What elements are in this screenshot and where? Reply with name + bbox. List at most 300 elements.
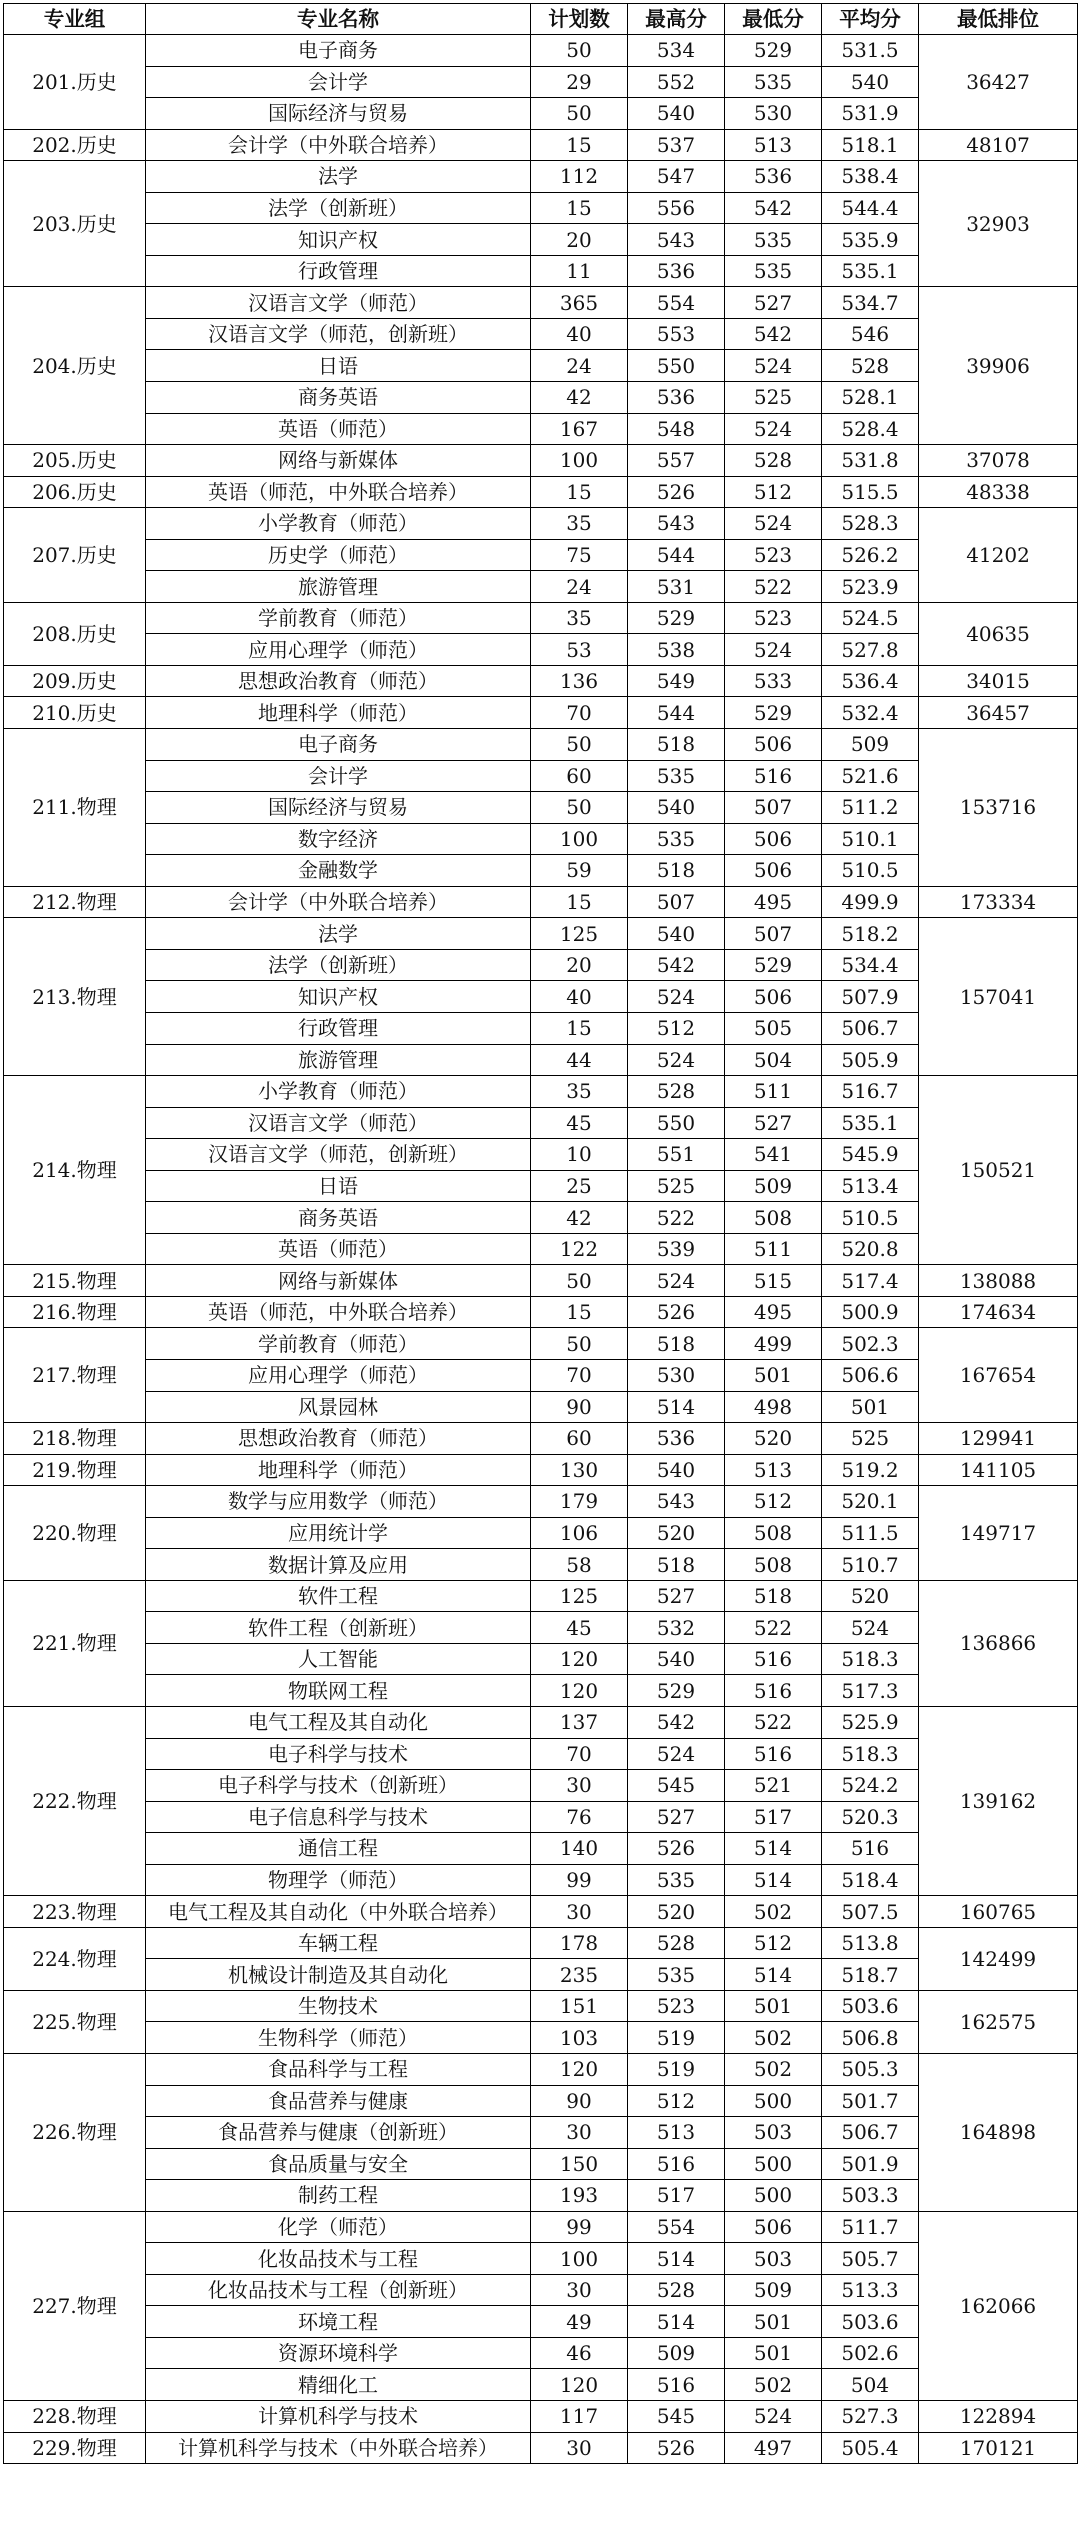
plan-count-cell: 235 — [531, 1959, 628, 1991]
table-row — [4, 665, 1078, 697]
group-cell: 217.物理 — [4, 1328, 146, 1423]
major-name-cell: 商务英语 — [146, 382, 531, 414]
avg-score-cell: 523.9 — [822, 571, 919, 603]
major-name-cell: 知识产权 — [146, 224, 531, 256]
group-cell: 227.物理 — [4, 2211, 146, 2400]
table-row — [4, 1675, 1078, 1707]
max-score-cell: 520 — [628, 1517, 725, 1549]
max-score-cell: 535 — [628, 1864, 725, 1896]
min-score-cell: 535 — [725, 224, 822, 256]
major-name-cell: 化妆品技术与工程 — [146, 2243, 531, 2275]
plan-count-cell: 120 — [531, 1643, 628, 1675]
max-score-cell: 547 — [628, 161, 725, 193]
plan-count-cell: 75 — [531, 539, 628, 571]
plan-count-cell: 150 — [531, 2148, 628, 2180]
min-score-cell: 520 — [725, 1423, 822, 1455]
avg-score-cell: 505.7 — [822, 2243, 919, 2275]
table-row — [4, 981, 1078, 1013]
major-name-cell: 行政管理 — [146, 255, 531, 287]
plan-count-cell: 40 — [531, 981, 628, 1013]
avg-score-cell: 501.7 — [822, 2085, 919, 2117]
max-score-cell: 512 — [628, 2085, 725, 2117]
min-rank-cell: 122894 — [919, 2401, 1078, 2433]
min-score-cell: 521 — [725, 1770, 822, 1802]
table-row — [4, 1549, 1078, 1581]
min-score-cell: 501 — [725, 2306, 822, 2338]
min-score-cell: 523 — [725, 602, 822, 634]
plan-count-cell: 117 — [531, 2401, 628, 2433]
admission-table-container — [3, 3, 1077, 2464]
avg-score-cell: 524.5 — [822, 602, 919, 634]
major-name-cell: 法学 — [146, 918, 531, 950]
header-max-score: 最高分 — [628, 4, 725, 35]
major-name-cell: 金融数学 — [146, 855, 531, 887]
min-score-cell: 513 — [725, 1454, 822, 1486]
table-row — [4, 1202, 1078, 1234]
table-row — [4, 2369, 1078, 2401]
min-rank-cell: 41202 — [919, 508, 1078, 603]
min-score-cell: 502 — [725, 1896, 822, 1928]
plan-count-cell: 120 — [531, 2054, 628, 2086]
table-row — [4, 1580, 1078, 1612]
plan-count-cell: 112 — [531, 161, 628, 193]
max-score-cell: 519 — [628, 2054, 725, 2086]
major-name-cell: 历史学（师范） — [146, 539, 531, 571]
min-score-cell: 512 — [725, 1927, 822, 1959]
avg-score-cell: 506.7 — [822, 1012, 919, 1044]
group-cell: 213.物理 — [4, 918, 146, 1076]
table-row — [4, 571, 1078, 603]
min-score-cell: 530 — [725, 98, 822, 130]
max-score-cell: 517 — [628, 2180, 725, 2212]
plan-count-cell: 29 — [531, 66, 628, 98]
major-name-cell: 学前教育（师范） — [146, 602, 531, 634]
major-name-cell: 英语（师范） — [146, 413, 531, 445]
min-score-cell: 502 — [725, 2054, 822, 2086]
avg-score-cell: 513.4 — [822, 1170, 919, 1202]
min-rank-cell: 48107 — [919, 129, 1078, 161]
table-row — [4, 1833, 1078, 1865]
major-name-cell: 行政管理 — [146, 1012, 531, 1044]
max-score-cell: 528 — [628, 2274, 725, 2306]
major-name-cell: 食品营养与健康（创新班） — [146, 2117, 531, 2149]
plan-count-cell: 35 — [531, 1076, 628, 1108]
table-row — [4, 1359, 1078, 1391]
plan-count-cell: 76 — [531, 1801, 628, 1833]
max-score-cell: 529 — [628, 602, 725, 634]
table-row — [4, 2180, 1078, 2212]
header-group: 专业组 — [4, 4, 146, 35]
avg-score-cell: 510.5 — [822, 855, 919, 887]
max-score-cell: 552 — [628, 66, 725, 98]
avg-score-cell: 502.6 — [822, 2337, 919, 2369]
avg-score-cell: 516.7 — [822, 1076, 919, 1108]
table-row — [4, 1927, 1078, 1959]
max-score-cell: 535 — [628, 760, 725, 792]
max-score-cell: 531 — [628, 571, 725, 603]
major-name-cell: 商务英语 — [146, 1202, 531, 1234]
max-score-cell: 520 — [628, 1896, 725, 1928]
min-score-cell: 522 — [725, 1612, 822, 1644]
max-score-cell: 549 — [628, 665, 725, 697]
min-rank-cell: 32903 — [919, 161, 1078, 287]
min-score-cell: 502 — [725, 2369, 822, 2401]
plan-count-cell: 50 — [531, 1328, 628, 1360]
avg-score-cell: 505.3 — [822, 2054, 919, 2086]
min-score-cell: 506 — [725, 981, 822, 1013]
max-score-cell: 550 — [628, 350, 725, 382]
table-row — [4, 1612, 1078, 1644]
major-name-cell: 数据计算及应用 — [146, 1549, 531, 1581]
min-score-cell: 514 — [725, 1833, 822, 1865]
group-cell: 202.历史 — [4, 129, 146, 161]
min-score-cell: 527 — [725, 287, 822, 319]
avg-score-cell: 535.1 — [822, 255, 919, 287]
table-row — [4, 445, 1078, 477]
avg-score-cell: 507.5 — [822, 1896, 919, 1928]
avg-score-cell: 506.8 — [822, 2022, 919, 2054]
group-cell: 208.历史 — [4, 602, 146, 665]
major-name-cell: 汉语言文学（师范） — [146, 287, 531, 319]
min-score-cell: 512 — [725, 1486, 822, 1518]
min-score-cell: 516 — [725, 1675, 822, 1707]
major-name-cell: 法学（创新班） — [146, 192, 531, 224]
avg-score-cell: 518.4 — [822, 1864, 919, 1896]
plan-count-cell: 15 — [531, 129, 628, 161]
avg-score-cell: 534.4 — [822, 949, 919, 981]
avg-score-cell: 506.7 — [822, 2117, 919, 2149]
major-name-cell: 化学（师范） — [146, 2211, 531, 2243]
min-score-cell: 516 — [725, 1738, 822, 1770]
min-score-cell: 522 — [725, 1706, 822, 1738]
min-score-cell: 503 — [725, 2117, 822, 2149]
plan-count-cell: 120 — [531, 2369, 628, 2401]
major-name-cell: 风景园林 — [146, 1391, 531, 1423]
group-cell: 229.物理 — [4, 2432, 146, 2464]
min-score-cell: 500 — [725, 2148, 822, 2180]
avg-score-cell: 518.3 — [822, 1738, 919, 1770]
min-score-cell: 501 — [725, 1990, 822, 2022]
table-row — [4, 1738, 1078, 1770]
plan-count-cell: 50 — [531, 792, 628, 824]
plan-count-cell: 15 — [531, 886, 628, 918]
avg-score-cell: 509 — [822, 729, 919, 761]
plan-count-cell: 15 — [531, 476, 628, 508]
plan-count-cell: 42 — [531, 1202, 628, 1234]
avg-score-cell: 527.8 — [822, 634, 919, 666]
major-name-cell: 小学教育（师范） — [146, 1076, 531, 1108]
table-row — [4, 1990, 1078, 2022]
avg-score-cell: 546 — [822, 318, 919, 350]
plan-count-cell: 50 — [531, 729, 628, 761]
min-rank-cell: 160765 — [919, 1896, 1078, 1928]
max-score-cell: 522 — [628, 1202, 725, 1234]
min-score-cell: 524 — [725, 634, 822, 666]
major-name-cell: 网络与新媒体 — [146, 1265, 531, 1297]
table-row — [4, 1706, 1078, 1738]
major-name-cell: 生物科学（师范） — [146, 2022, 531, 2054]
group-cell: 215.物理 — [4, 1265, 146, 1297]
major-name-cell: 会计学 — [146, 760, 531, 792]
plan-count-cell: 40 — [531, 318, 628, 350]
max-score-cell: 536 — [628, 382, 725, 414]
plan-count-cell: 45 — [531, 1612, 628, 1644]
table-row — [4, 255, 1078, 287]
group-cell: 210.历史 — [4, 697, 146, 729]
plan-count-cell: 30 — [531, 2432, 628, 2464]
min-score-cell: 497 — [725, 2432, 822, 2464]
major-name-cell: 英语（师范，中外联合培养） — [146, 476, 531, 508]
group-cell: 219.物理 — [4, 1454, 146, 1486]
table-row — [4, 2022, 1078, 2054]
max-score-cell: 524 — [628, 1265, 725, 1297]
plan-count-cell: 42 — [531, 382, 628, 414]
min-score-cell: 535 — [725, 255, 822, 287]
min-score-cell: 524 — [725, 350, 822, 382]
plan-count-cell: 130 — [531, 1454, 628, 1486]
major-name-cell: 软件工程 — [146, 1580, 531, 1612]
table-row — [4, 949, 1078, 981]
table-row — [4, 1423, 1078, 1455]
table-row — [4, 1864, 1078, 1896]
group-cell: 207.历史 — [4, 508, 146, 603]
max-score-cell: 523 — [628, 1990, 725, 2022]
max-score-cell: 526 — [628, 1296, 725, 1328]
min-score-cell: 529 — [725, 35, 822, 67]
group-cell: 228.物理 — [4, 2401, 146, 2433]
min-score-cell: 507 — [725, 792, 822, 824]
avg-score-cell: 505.4 — [822, 2432, 919, 2464]
major-name-cell: 通信工程 — [146, 1833, 531, 1865]
max-score-cell: 518 — [628, 729, 725, 761]
major-name-cell: 生物技术 — [146, 1990, 531, 2022]
group-cell: 211.物理 — [4, 729, 146, 887]
min-score-cell: 528 — [725, 445, 822, 477]
min-rank-cell: 170121 — [919, 2432, 1078, 2464]
group-cell: 223.物理 — [4, 1896, 146, 1928]
header-row — [4, 4, 1078, 35]
table-row — [4, 1959, 1078, 1991]
min-score-cell: 514 — [725, 1959, 822, 1991]
plan-count-cell: 70 — [531, 1359, 628, 1391]
avg-score-cell: 501 — [822, 1391, 919, 1423]
plan-count-cell: 178 — [531, 1927, 628, 1959]
table-row — [4, 602, 1078, 634]
min-score-cell: 523 — [725, 539, 822, 571]
major-name-cell: 电子信息科学与技术 — [146, 1801, 531, 1833]
max-score-cell: 540 — [628, 1454, 725, 1486]
min-score-cell: 502 — [725, 2022, 822, 2054]
header-min-rank: 最低排位 — [919, 4, 1078, 35]
max-score-cell: 551 — [628, 1139, 725, 1171]
table-row — [4, 729, 1078, 761]
avg-score-cell: 535.9 — [822, 224, 919, 256]
min-rank-cell: 36457 — [919, 697, 1078, 729]
max-score-cell: 550 — [628, 1107, 725, 1139]
avg-score-cell: 528.4 — [822, 413, 919, 445]
table-row — [4, 2337, 1078, 2369]
table-row — [4, 192, 1078, 224]
min-rank-cell: 173334 — [919, 886, 1078, 918]
group-cell: 203.历史 — [4, 161, 146, 287]
plan-count-cell: 365 — [531, 287, 628, 319]
group-cell: 209.历史 — [4, 665, 146, 697]
avg-score-cell: 501.9 — [822, 2148, 919, 2180]
min-rank-cell: 153716 — [919, 729, 1078, 887]
group-cell: 214.物理 — [4, 1076, 146, 1265]
min-score-cell: 511 — [725, 1233, 822, 1265]
major-name-cell: 应用心理学（师范） — [146, 1359, 531, 1391]
min-score-cell: 542 — [725, 318, 822, 350]
table-row — [4, 760, 1078, 792]
table-row — [4, 1233, 1078, 1265]
plan-count-cell: 120 — [531, 1675, 628, 1707]
table-row — [4, 1328, 1078, 1360]
table-row — [4, 287, 1078, 319]
avg-score-cell: 520 — [822, 1580, 919, 1612]
min-score-cell: 516 — [725, 1643, 822, 1675]
avg-score-cell: 510.5 — [822, 1202, 919, 1234]
min-score-cell: 542 — [725, 192, 822, 224]
table-row — [4, 35, 1078, 67]
plan-count-cell: 44 — [531, 1044, 628, 1076]
avg-score-cell: 505.9 — [822, 1044, 919, 1076]
group-cell: 204.历史 — [4, 287, 146, 445]
table-row — [4, 2117, 1078, 2149]
major-name-cell: 会计学（中外联合培养） — [146, 886, 531, 918]
major-name-cell: 汉语言文学（师范，创新班） — [146, 1139, 531, 1171]
plan-count-cell: 30 — [531, 1896, 628, 1928]
plan-count-cell: 106 — [531, 1517, 628, 1549]
max-score-cell: 540 — [628, 98, 725, 130]
avg-score-cell: 536.4 — [822, 665, 919, 697]
max-score-cell: 528 — [628, 1927, 725, 1959]
max-score-cell: 512 — [628, 1012, 725, 1044]
min-score-cell: 529 — [725, 949, 822, 981]
min-rank-cell: 36427 — [919, 35, 1078, 130]
avg-score-cell: 518.2 — [822, 918, 919, 950]
avg-score-cell: 520.8 — [822, 1233, 919, 1265]
table-row — [4, 66, 1078, 98]
major-name-cell: 会计学（中外联合培养） — [146, 129, 531, 161]
max-score-cell: 545 — [628, 2401, 725, 2433]
group-cell: 222.物理 — [4, 1706, 146, 1895]
avg-score-cell: 524 — [822, 1612, 919, 1644]
major-name-cell: 思想政治教育（师范） — [146, 665, 531, 697]
plan-count-cell: 11 — [531, 255, 628, 287]
table-row — [4, 2274, 1078, 2306]
min-score-cell: 533 — [725, 665, 822, 697]
avg-score-cell: 518.7 — [822, 1959, 919, 1991]
min-score-cell: 506 — [725, 2211, 822, 2243]
min-score-cell: 499 — [725, 1328, 822, 1360]
plan-count-cell: 100 — [531, 445, 628, 477]
avg-score-cell: 520.1 — [822, 1486, 919, 1518]
min-score-cell: 495 — [725, 1296, 822, 1328]
max-score-cell: 539 — [628, 1233, 725, 1265]
plan-count-cell: 122 — [531, 1233, 628, 1265]
max-score-cell: 527 — [628, 1580, 725, 1612]
major-name-cell: 车辆工程 — [146, 1927, 531, 1959]
table-row — [4, 823, 1078, 855]
plan-count-cell: 136 — [531, 665, 628, 697]
min-score-cell: 506 — [725, 729, 822, 761]
plan-count-cell: 167 — [531, 413, 628, 445]
table-row — [4, 1107, 1078, 1139]
max-score-cell: 526 — [628, 2432, 725, 2464]
max-score-cell: 518 — [628, 1328, 725, 1360]
min-rank-cell: 164898 — [919, 2054, 1078, 2212]
plan-count-cell: 50 — [531, 1265, 628, 1297]
table-row — [4, 886, 1078, 918]
avg-score-cell: 525 — [822, 1423, 919, 1455]
table-row — [4, 918, 1078, 950]
group-cell: 201.历史 — [4, 35, 146, 130]
max-score-cell: 516 — [628, 2369, 725, 2401]
table-row — [4, 161, 1078, 193]
table-row — [4, 1012, 1078, 1044]
max-score-cell: 543 — [628, 224, 725, 256]
plan-count-cell: 60 — [531, 1423, 628, 1455]
avg-score-cell: 511.2 — [822, 792, 919, 824]
min-score-cell: 541 — [725, 1139, 822, 1171]
major-name-cell: 电气工程及其自动化 — [146, 1706, 531, 1738]
avg-score-cell: 528.1 — [822, 382, 919, 414]
min-rank-cell: 162575 — [919, 1990, 1078, 2053]
avg-score-cell: 540 — [822, 66, 919, 98]
major-name-cell: 电气工程及其自动化（中外联合培养） — [146, 1896, 531, 1928]
avg-score-cell: 535.1 — [822, 1107, 919, 1139]
table-row — [4, 476, 1078, 508]
min-rank-cell: 141105 — [919, 1454, 1078, 1486]
plan-count-cell: 20 — [531, 224, 628, 256]
table-row — [4, 2306, 1078, 2338]
major-name-cell: 人工智能 — [146, 1643, 531, 1675]
table-row — [4, 2432, 1078, 2464]
table-row — [4, 1517, 1078, 1549]
plan-count-cell: 125 — [531, 1580, 628, 1612]
table-row — [4, 382, 1078, 414]
avg-score-cell: 528 — [822, 350, 919, 382]
major-name-cell: 地理科学（师范） — [146, 1454, 531, 1486]
max-score-cell: 525 — [628, 1170, 725, 1202]
major-name-cell: 数字经济 — [146, 823, 531, 855]
group-cell: 220.物理 — [4, 1486, 146, 1581]
min-score-cell: 525 — [725, 382, 822, 414]
table-row — [4, 634, 1078, 666]
major-name-cell: 机械设计制造及其自动化 — [146, 1959, 531, 1991]
table-row — [4, 1770, 1078, 1802]
avg-score-cell: 503.6 — [822, 1990, 919, 2022]
avg-score-cell: 511.7 — [822, 2211, 919, 2243]
avg-score-cell: 499.9 — [822, 886, 919, 918]
max-score-cell: 509 — [628, 2337, 725, 2369]
major-name-cell: 环境工程 — [146, 2306, 531, 2338]
major-name-cell: 精细化工 — [146, 2369, 531, 2401]
avg-score-cell: 515.5 — [822, 476, 919, 508]
avg-score-cell: 519.2 — [822, 1454, 919, 1486]
min-rank-cell: 129941 — [919, 1423, 1078, 1455]
max-score-cell: 548 — [628, 413, 725, 445]
major-name-cell: 电子商务 — [146, 729, 531, 761]
max-score-cell: 507 — [628, 886, 725, 918]
plan-count-cell: 179 — [531, 1486, 628, 1518]
avg-score-cell: 503.3 — [822, 2180, 919, 2212]
avg-score-cell: 504 — [822, 2369, 919, 2401]
min-rank-cell: 39906 — [919, 287, 1078, 445]
max-score-cell: 544 — [628, 539, 725, 571]
plan-count-cell: 50 — [531, 35, 628, 67]
